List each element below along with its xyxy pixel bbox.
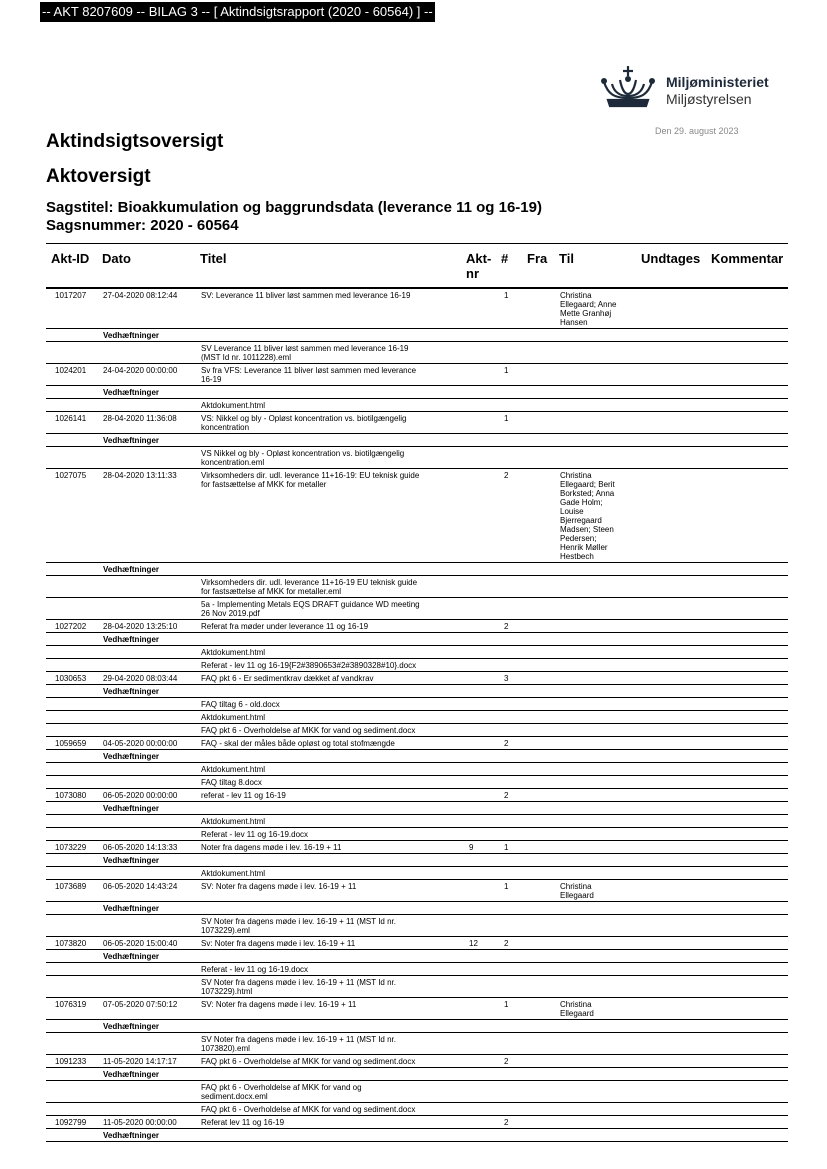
cell-dato: Vedhæftninger [103,904,160,913]
cell-titel: SV: Noter fra dagens møde i lev. 16-19 + 11 [201,882,357,891]
cell-titel: Aktdokument.html [201,765,266,774]
cell-id: 1024201 [55,366,87,375]
cell-id: 1092799 [55,1118,87,1127]
cell-nr: 2 [504,939,509,948]
cell-dato: 28-04-2020 13:25:10 [103,622,178,631]
attachment-row [46,342,788,364]
cell-titel: 5a - Implementing Metals EQS DRAFT guidance WD meeting 26 Nov 2019.pdf [201,600,420,618]
cell-dato: 06-05-2020 14:43:24 [103,882,178,891]
cell-dato: Vedhæftninger [103,952,160,961]
cell-titel: Aktdokument.html [201,869,266,878]
cell-dato: 04-05-2020 00:00:00 [103,739,178,748]
cell-titel: SV Leverance 11 bliver løst sammen med leverance 16-19 (MST Id nr. 1011228).eml [201,344,409,362]
col-akt-id: Akt-ID [51,251,90,266]
logo-ministry: Miljøministeriet [666,74,769,90]
cell-dato: Vedhæftninger [103,752,160,761]
case-title: Sagstitel: Bioakkumulation og baggrundsdata (leverance 11 og 16-19) [46,199,542,216]
table-row [46,841,788,854]
attachment-row [46,1033,788,1055]
table-row [46,672,788,685]
cell-titel: Sv: Noter fra dagens møde i lev. 16-19 + 11 [201,939,356,948]
cell-dato: 11-05-2020 14:17:17 [103,1057,177,1066]
attachments-header-row [46,386,788,399]
col-fra: Fra [527,251,548,266]
cell-dato: 24-04-2020 00:00:00 [103,366,178,375]
document-header-banner: -- AKT 8207609 -- BILAG 3 -- [ Aktindsigtsrapport (2020 - 60564) ] -- [40,2,435,22]
cell-titel: FAQ tiltag 6 - old.docx [201,700,280,709]
attachments-header-row [46,329,788,342]
cell-titel: SV: Noter fra dagens møde i lev. 16-19 + 11 [201,1000,357,1009]
cell-id: 1030653 [55,674,87,683]
attachment-row [46,976,788,998]
crown-icon [598,62,658,110]
table-body [46,289,788,1142]
table-row [46,620,788,633]
attachment-row [46,963,788,976]
cell-nr: 2 [504,739,509,748]
table-row [46,469,788,563]
cell-titel: SV Noter fra dagens møde i lev. 16-19 + 11 (MST Id nr. 1073229).eml [201,917,396,935]
table-row [46,937,788,950]
col-til: Til [559,251,574,266]
attachment-row [46,698,788,711]
cell-nr: 1 [504,291,509,300]
cell-nr: 1 [504,414,509,423]
table-row [46,880,788,902]
ministry-logo [598,62,788,110]
table-row [46,789,788,802]
cell-titel: Aktdokument.html [201,401,266,410]
cell-til: Christina Ellegaard [560,1000,594,1018]
cell-nr: 2 [504,471,509,480]
attachment-row [46,776,788,789]
cell-nr: 2 [504,1057,509,1066]
attachment-row [46,867,788,880]
document-date: Den 29. august 2023 [655,126,739,136]
cell-nr: 3 [504,674,509,683]
cell-dato: 06-05-2020 14:13:33 [103,843,178,852]
table-header [46,243,788,289]
cell-id: 1076319 [55,1000,87,1009]
cell-nr: 2 [504,791,509,800]
col-dato: Dato [102,251,131,266]
cell-id: 1017207 [55,291,87,300]
attachments-header-row [46,434,788,447]
cell-dato: 28-04-2020 11:36:08 [103,414,177,423]
cell-dato: Vedhæftninger [103,565,160,574]
cell-dato: Vedhæftninger [103,687,160,696]
cell-aktnr: 9 [469,843,474,852]
col-kommentar: Kommentar [711,251,784,266]
section-title: Aktoversigt [46,166,151,187]
cell-id: 1073689 [55,882,87,891]
logo-agency: Miljøstyrelsen [666,91,752,107]
attachments-header-row [46,1020,788,1033]
attachment-row [46,1103,788,1116]
attachment-row [46,399,788,412]
cell-til: Christina Ellegaard [560,882,594,900]
table-row [46,1055,788,1068]
attachments-header-row [46,902,788,915]
cell-titel: SV: Leverance 11 bliver løst sammen med leverance 16-19 [201,291,411,300]
cell-titel: FAQ pkt 6 - Overholdelse af MKK for vand og sediment.docx [201,726,416,735]
table-row [46,737,788,750]
table-row [46,412,788,434]
cell-dato: 27-04-2020 08:12:44 [103,291,178,300]
cell-id: 1059659 [55,739,87,748]
cell-titel: SV Noter fra dagens møde i lev. 16-19 + 11 (MST Id nr. 1073820).eml [201,1035,396,1053]
attachment-row [46,711,788,724]
cell-titel: Noter fra dagens møde i lev. 16-19 + 11 [201,843,342,852]
attachments-header-row [46,802,788,815]
attachment-row [46,828,788,841]
table-row [46,289,788,329]
attachment-row [46,763,788,776]
cell-dato: Vedhæftninger [103,635,160,644]
col-akt-nr: Akt- nr [466,251,492,281]
cell-id: 1027202 [55,622,87,631]
attachment-row [46,815,788,828]
cell-titel: VS: Nikkel og bly - Opløst koncentration vs. biotilgængelig koncentration [201,414,407,432]
cell-titel: Sv fra VFS: Leverance 11 bliver løst sammen med leverance 16-19 [201,366,417,384]
acts-table [46,243,788,1142]
cell-aktnr: 12 [469,939,478,948]
case-number: Sagsnummer: 2020 - 60564 [46,217,239,234]
cell-dato: Vedhæftninger [103,804,160,813]
cell-nr: 2 [504,622,509,631]
attachments-header-row [46,854,788,867]
cell-titel: Virksomheders dir. udl. leverance 11+16-19: EU teknisk guide for fastsættelse af MKK for metaller [201,471,420,489]
cell-id: 1027075 [55,471,87,480]
attachment-row [46,598,788,620]
cell-titel: FAQ - skal der måles både opløst og total stofmængde [201,739,395,748]
table-row [46,1116,788,1129]
attachments-header-row [46,1129,788,1142]
cell-dato: Vedhæftninger [103,331,160,340]
attachment-row [46,724,788,737]
cell-titel: Virksomheders dir. udl. leverance 11+16-19 EU teknisk guide for fastsættelse af MKK for metaller.eml [201,578,418,596]
cell-titel: FAQ pkt 6 - Overholdelse af MKK for vand og sediment.docx.eml [201,1083,362,1101]
cell-titel: Aktdokument.html [201,648,266,657]
cell-id: 1073820 [55,939,87,948]
cell-titel: FAQ pkt 6 - Overholdelse af MKK for vand og sediment.docx [201,1105,416,1114]
cell-nr: 1 [504,843,509,852]
cell-dato: 06-05-2020 15:00:40 [103,939,178,948]
cell-nr: 1 [504,366,509,375]
page-title: Aktindsigtsoversigt [46,131,224,152]
cell-dato: 28-04-2020 13:11:33 [103,471,177,480]
cell-id: 1073080 [55,791,87,800]
cell-titel: FAQ tiltag 8.docx [201,778,262,787]
col-undtages: Undtages [641,251,701,266]
cell-dato: Vedhæftninger [103,436,160,445]
attachment-row [46,576,788,598]
attachments-header-row [46,633,788,646]
cell-titel: Aktdokument.html [201,817,266,826]
cell-dato: Vedhæftninger [103,1070,160,1079]
col-titel: Titel [200,251,227,266]
cell-titel: Referat - lev 11 og 16-19.docx [201,965,309,974]
table-row [46,998,788,1020]
cell-til: Christina Ellegaard; Anne Mette Granhøj Hansen [560,291,617,327]
attachment-row [46,1081,788,1103]
attachment-row [46,915,788,937]
cell-nr: 2 [504,1118,509,1127]
attachments-header-row [46,563,788,576]
cell-titel: FAQ pkt 6 - Overholdelse af MKK for vand og sediment.docx [201,1057,416,1066]
cell-dato: Vedhæftninger [103,1131,160,1140]
attachment-row [46,646,788,659]
table-row [46,364,788,386]
cell-titel: Aktdokument.html [201,713,266,722]
cell-titel: Referat - lev 11 og 16-19{F2#3890653#2#3890328#10}.docx [201,661,417,670]
attachments-header-row [46,750,788,763]
cell-titel: Referat fra møder under leverance 11 og 16-19 [201,622,369,631]
cell-dato: Vedhæftninger [103,388,160,397]
cell-id: 1026141 [55,414,87,423]
cell-titel: Referat - lev 11 og 16-19.docx [201,830,309,839]
cell-titel: referat - lev 11 og 16-19 [201,791,286,800]
attachments-header-row [46,685,788,698]
cell-dato: 29-04-2020 08:03:44 [103,674,178,683]
cell-titel: FAQ pkt 6 - Er sedimentkrav dækket af vandkrav [201,674,374,683]
cell-dato: Vedhæftninger [103,856,160,865]
cell-titel: VS Nikkel og bly - Opløst koncentration vs. biotilgængelig koncentration.eml [201,449,405,467]
cell-nr: 1 [504,882,509,891]
cell-til: Christina Ellegaard; Berit Borksted; Anna Gade Holm; Louise Bjerregaard Madsen; Steen Pedersen; Henrik Møller Hestbech [560,471,615,561]
cell-titel: SV Noter fra dagens møde i lev. 16-19 + 11 (MST Id nr. 1073229).html [201,978,396,996]
col-number: # [501,251,509,266]
attachment-row [46,447,788,469]
cell-id: 1073229 [55,843,87,852]
cell-dato: 11-05-2020 00:00:00 [103,1118,177,1127]
attachment-row [46,659,788,672]
cell-dato: 06-05-2020 00:00:00 [103,791,178,800]
cell-nr: 1 [504,1000,509,1009]
cell-id: 1091233 [55,1057,87,1066]
attachments-header-row [46,1068,788,1081]
cell-dato: Vedhæftninger [103,1022,160,1031]
cell-titel: Referat lev 11 og 16-19 [201,1118,285,1127]
cell-dato: 07-05-2020 07:50:12 [103,1000,178,1009]
attachments-header-row [46,950,788,963]
